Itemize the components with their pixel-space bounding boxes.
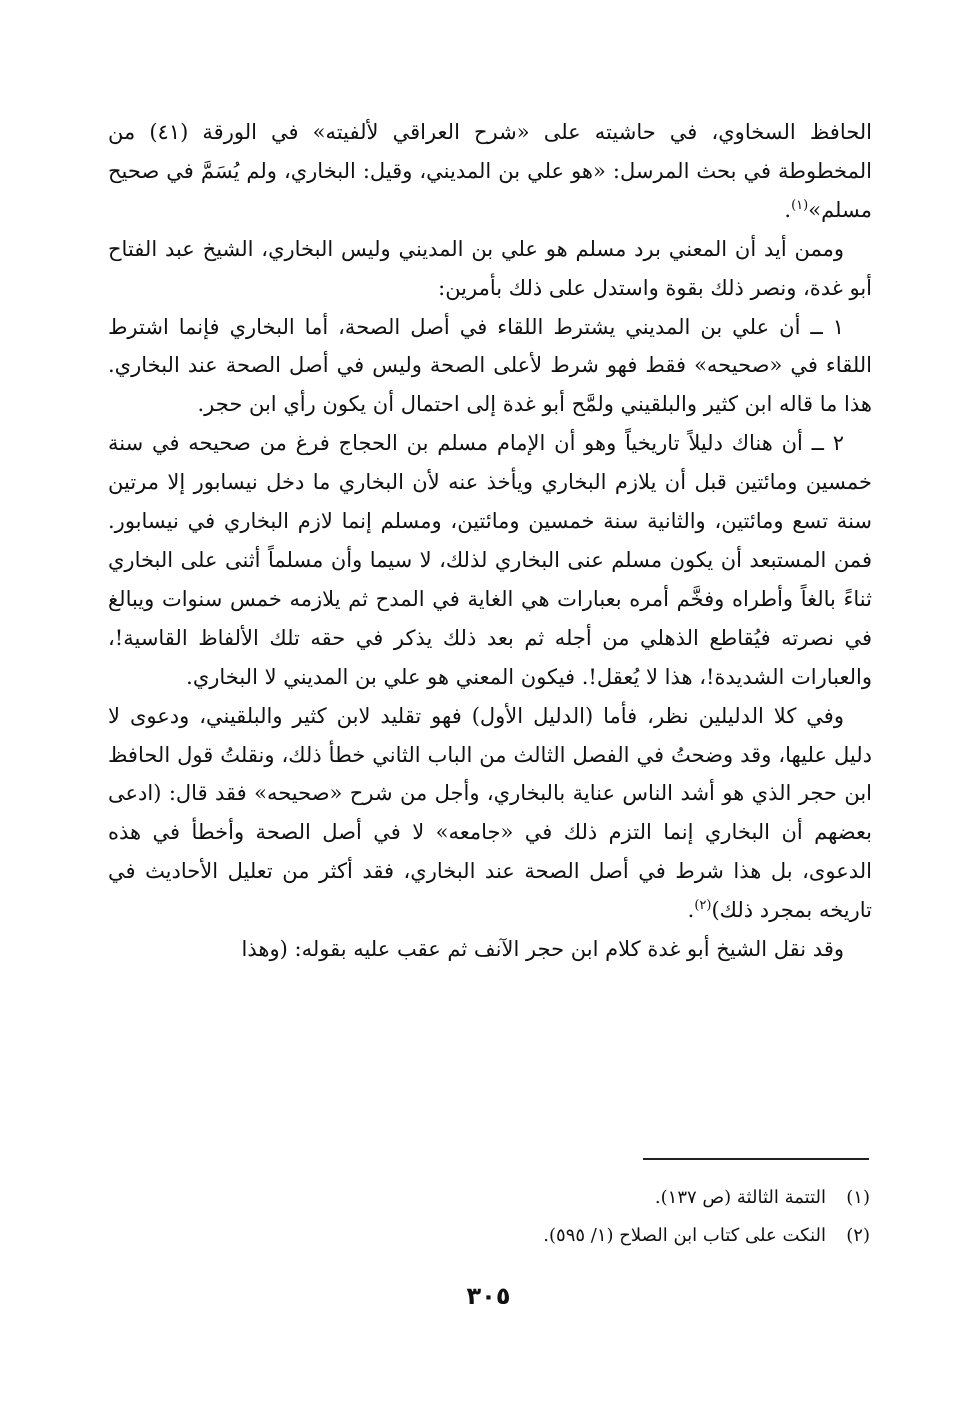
- footnotes: [300, 1179, 870, 1255]
- footnote-2-text: النكت على كتاب ابن الصلاح (١/ ٥٩٥).: [543, 1225, 826, 1246]
- footnote-2: [300, 1217, 870, 1255]
- footnote-1: [300, 1179, 870, 1217]
- footnote-ref-2: (٢): [694, 898, 712, 914]
- paragraph-3: ١ ــ أن علي بن المديني يشترط اللقاء في أصل الصحة، أما البخاري فإنما اشترط اللقاء في «صحيحه» فقط فهو شرط لأعلى الصحة وليس في أصل الصحة عند البخاري. هذا ما قاله ابن كثير والبلقيني ولمَّح أبو غدة إلى احتمال أن يكون رأي ابن حجر.: [108, 314, 872, 417]
- paragraph-5-text: وفي كلا الدليلين نظر، فأما (الدليل الأول) فهو تقليد لابن كثير والبلقيني، ودعوى لا دليل عليها، وقد وضحتُ في الفصل الثالث من الباب الثاني خطأ ذلك، ونقلتُ قول الحافظ ابن حجر الذي هو أشد الناس عناية بالبخاري، وأجل من شرح «صحيحه» فقد قال: (ادعى بعضهم أن البخاري إنما التزم ذلك في «جامعه» لا في أصل الصحة وأخطأ في هذه الدعوى، بل هذا شرط في أصل الصحة عند البخاري، فقد أكثر من تعليل الأحاديث في تاريخه بمجرد ذلك): [108, 703, 872, 923]
- footnote-ref-1: (١): [791, 197, 809, 213]
- paragraph-1-text: الحافظ السخاوي، في حاشيته على «شرح العراقي لألفيته» في الورقة (٤١) من المخطوطة في بحث المرسل: «هو علي بن المديني، وقيل: البخاري، ولم يُسَمَّ في صحيح مسلم»: [108, 120, 872, 222]
- paragraph-1: [108, 113, 872, 230]
- footnote-1-text: التتمة الثالثة (ص ١٣٧).: [654, 1187, 826, 1208]
- paragraph-5-tail: .: [687, 898, 695, 923]
- main-text: [108, 113, 872, 969]
- footnote-separator: [643, 1158, 869, 1160]
- footnote-1-number: (١): [846, 1187, 870, 1208]
- paragraph-2: وممن أيد أن المعني برد مسلم هو علي بن المديني وليس البخاري، الشيخ عبد الفتاح أبو غدة، ونصر ذلك بقوة واستدل على ذلك بأمرين:: [108, 236, 872, 300]
- page-number: ٣٠٥: [466, 1282, 511, 1310]
- footnote-2-number: (٢): [846, 1225, 870, 1246]
- paragraph-6: وقد نقل الشيخ أبو غدة كلام ابن حجر الآنف ثم عقب عليه بقوله: (وهذا: [241, 937, 844, 962]
- paragraph-1-tail: .: [784, 197, 792, 222]
- paragraph-4: ٢ ــ أن هناك دليلاً تاريخياً وهو أن الإمام مسلم بن الحجاج فرغ من صحيحه في سنة خمسين ومائتين قبل أن يلازم البخاري ويأخذ عنه لأن البخاري ما دخل نيسابور إلا مرتين سنة تسع ومائتين، والثانية سنة خمسين ومائتين، ومسلم إنما لازم البخاري في نيسابور. فمن المستبعد أن يكون مسلم عنى البخاري لذلك، لا سيما وأن مسلماً أثنى على البخاري ثناءً بالغاً وأطراه وفخَّم أمره بعبارات هي الغاية في المدح ثم يلازمه خمس سنوات ويبالغ في نصرته فيُقاطع الذهلي من أجله ثم بعد ذلك يذكر في حقه تلك الألفاظ القاسية!، والعبارات الشديدة!، هذا لا يُعقل!. فيكون المعني هو علي بن المديني لا البخاري.: [108, 431, 872, 689]
- paragraph-5: [108, 697, 872, 930]
